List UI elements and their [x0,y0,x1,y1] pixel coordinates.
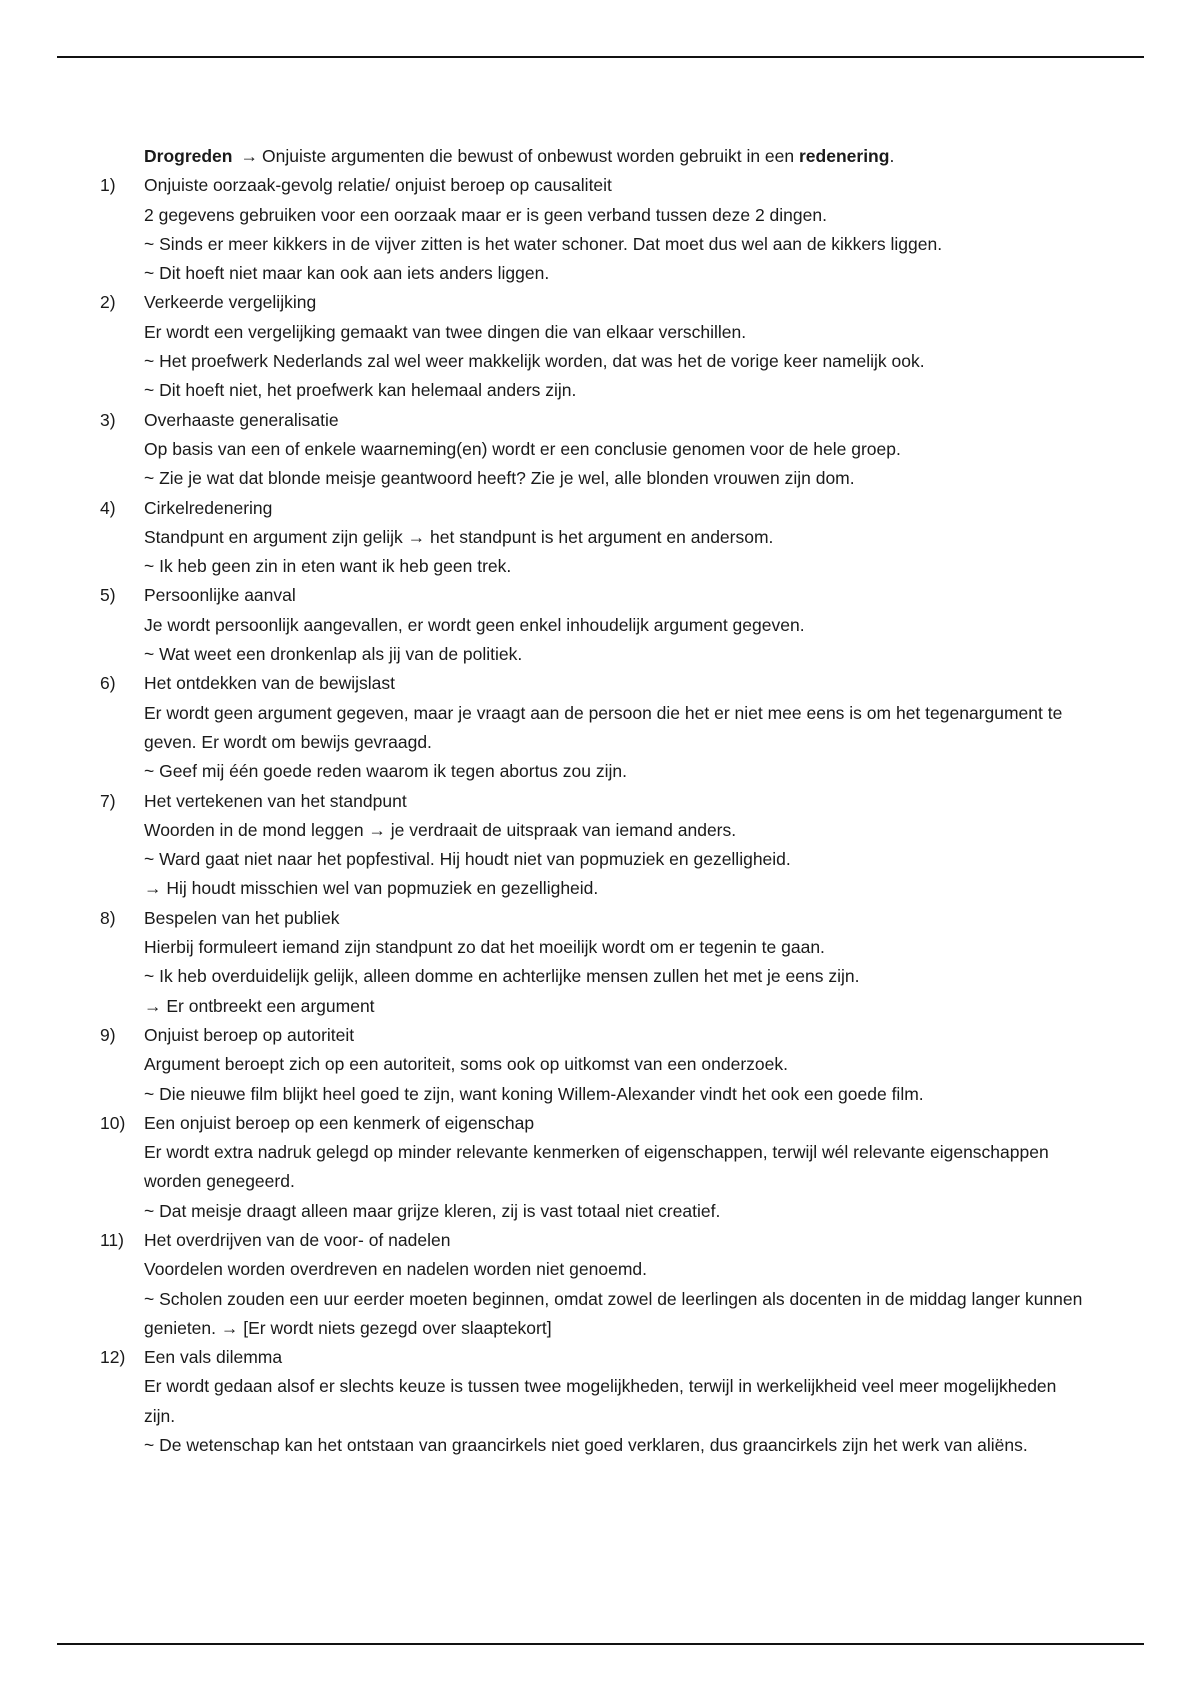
fallacy-number: 8) [100,907,116,928]
fallacy-line: Op basis van een of enkele waarneming(en) wordt er een conclusie genomen voor de hele groep. [144,438,901,459]
fallacy-line: Argument beroept zich op een autoriteit, soms ook op uitkomst van een onderzoek. [144,1054,788,1075]
fallacy-line: ~ Die nieuwe film blijkt heel goed te zijn, want koning Willem-Alexander vindt het ook een goede film. [144,1083,924,1104]
fallacy-item [100,669,1090,786]
fallacy-title: Persoonlijke aanval [144,585,296,606]
fallacy-title: Een onjuist beroep op een kenmerk of eigenschap [144,1112,535,1133]
fallacy-title: Onjuist beroep op autoriteit [144,1024,355,1045]
intro-bold-end: redenering [799,146,890,166]
fallacy-line: Er wordt geen argument gegeven, maar je vraagt aan de persoon die het er niet mee eens is om het tegenargument te geven. Er wordt om bewijs gevraagd. [144,702,1063,752]
fallacy-line: ~ Geef mij één goede reden waarom ik tegen abortus zou zijn. [144,761,627,782]
fallacy-line: Er wordt gedaan alsof er slechts keuze is tussen twee mogelijkheden, terwijl in werkelijkheid veel meer mogelijkheden zijn. [144,1376,1057,1426]
fallacy-title: Cirkelredenering [144,497,273,518]
fallacy-number: 4) [100,497,116,518]
fallacy-line: ~ Dit hoeft niet maar kan ook aan iets anders liggen. [144,263,550,284]
fallacy-item [100,581,1090,669]
fallacy-line: Voordelen worden overdreven en nadelen worden niet genoemd. [144,1259,647,1280]
arrow-icon: → [240,146,258,166]
intro-text: Onjuiste argumenten die bewust of onbewust worden gebruikt in een [261,146,795,166]
fallacy-line: ~ Ward gaat niet naar het popfestival. Hij houdt niet van popmuziek en gezelligheid. [144,849,791,870]
fallacy-line: ~ De wetenschap kan het ontstaan van graancirkels niet goed verklaren, dus graancirkels zijn het werk van aliëns. [144,1435,1028,1456]
fallacy-line: Woorden in de mond leggen → je verdraait de uitspraak van iemand anders. [144,819,737,840]
fallacy-line: ~ Wat weet een dronkenlap als jij van de politiek. [144,644,523,665]
footer-rule [57,1643,1144,1645]
fallacy-title: Het ontdekken van de bewijslast [144,673,395,694]
intro-term: Drogreden [144,146,233,166]
fallacy-item [100,1109,1090,1226]
fallacy-title: Het vertekenen van het standpunt [144,790,407,811]
fallacy-line: ~ Sinds er meer kikkers in de vijver zitten is het water schoner. Dat moet dus wel aan de kikkers liggen. [144,233,943,254]
fallacy-line: ~ Ik heb overduidelijk gelijk, alleen domme en achterlijke mensen zullen het met je eens zijn. [144,966,860,987]
fallacy-number: 6) [100,673,116,694]
fallacy-item [100,1226,1090,1343]
fallacy-line: ~ Het proefwerk Nederlands zal wel weer makkelijk worden, dat was het de vorige keer namelijk ook. [144,351,925,372]
fallacy-title: Verkeerde vergelijking [144,292,317,313]
fallacy-item [100,494,1090,582]
fallacy-number: 5) [100,585,116,606]
fallacy-item [100,904,1090,1021]
fallacy-number: 2) [100,292,116,313]
fallacy-item [100,1021,1090,1109]
fallacy-number: 9) [100,1024,116,1045]
fallacy-number: 3) [100,409,116,430]
fallacy-number: 1) [100,175,116,196]
fallacy-title: Een vals dilemma [144,1347,283,1368]
fallacy-item [100,288,1090,405]
fallacy-item [100,787,1090,904]
fallacy-line: ~ Zie je wat dat blonde meisje geantwoord heeft? Zie je wel, alle blonden vrouwen zijn dom. [144,468,855,489]
fallacy-number: 11) [100,1229,124,1250]
fallacy-list [100,171,1090,1460]
fallacy-line: ~ Dit hoeft niet, het proefwerk kan helemaal anders zijn. [144,380,577,401]
fallacy-line: ~ Scholen zouden een uur eerder moeten beginnen, omdat zowel de leerlingen als docenten in de middag langer kunnen genieten. → [Er wordt niets gezegd over slaaptekort] [144,1288,1083,1338]
fallacy-item [100,1343,1090,1460]
fallacy-line: 2 gegevens gebruiken voor een oorzaak maar er is geen verband tussen deze 2 dingen. [144,204,827,225]
fallacy-line: Er wordt een vergelijking gemaakt van twee dingen die van elkaar verschillen. [144,321,747,342]
fallacy-line: Er wordt extra nadruk gelegd op minder relevante kenmerken of eigenschappen, terwijl wél relevante eigenschappen worden genegeerd. [144,1142,1049,1192]
fallacy-title: Overhaaste generalisatie [144,409,339,430]
fallacy-item [100,406,1090,494]
fallacy-line: → Hij houdt misschien wel van popmuziek en gezelligheid. [144,878,599,899]
document-body [100,142,1090,1460]
fallacy-title: Onjuiste oorzaak-gevolg relatie/ onjuist beroep op causaliteit [144,175,612,196]
fallacy-title: Het overdrijven van de voor- of nadelen [144,1229,451,1250]
fallacy-item [100,171,1090,288]
fallacy-line: ~ Ik heb geen zin in eten want ik heb geen trek. [144,556,512,577]
fallacy-title: Bespelen van het publiek [144,907,340,928]
fallacy-number: 7) [100,790,116,811]
intro-line: Drogreden → Onjuiste argumenten die bewust of onbewust worden gebruikt in een redenering. [100,142,1090,171]
fallacy-line: Standpunt en argument zijn gelijk → het standpunt is het argument en andersom. [144,526,774,547]
fallacy-number: 10) [100,1112,126,1133]
fallacy-line: Hierbij formuleert iemand zijn standpunt zo dat het moeilijk wordt om er tegenin te gaan. [144,937,825,958]
fallacy-number: 12) [100,1347,126,1368]
fallacy-line: ~ Dat meisje draagt alleen maar grijze kleren, zij is vast totaal niet creatief. [144,1200,721,1221]
header-rule [57,56,1144,58]
fallacy-line: Je wordt persoonlijk aangevallen, er wordt geen enkel inhoudelijk argument gegeven. [144,614,805,635]
fallacy-line: → Er ontbreekt een argument [144,995,375,1016]
